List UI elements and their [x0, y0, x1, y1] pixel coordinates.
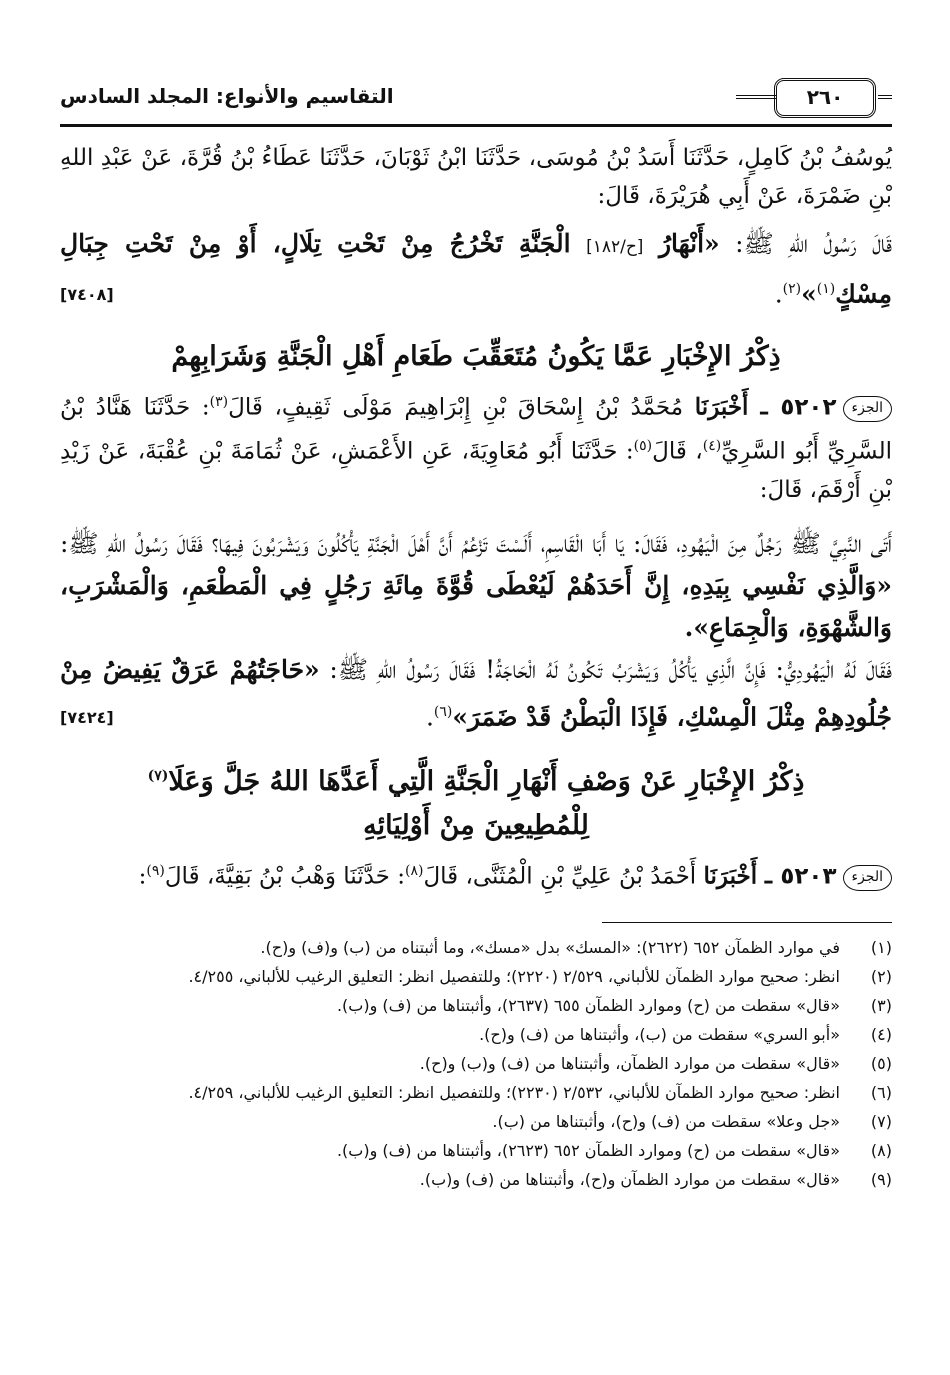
manuscript-ref: [ح/١٨٢] [586, 237, 644, 257]
footnote-marker: (٩) [146, 862, 165, 879]
footnote: (٣) «قال» سقطت من (ح) وموارد الظمآن ٦٥٥ (٢٦٣٧)، وأثبتناها من (ف) و(ب). [336, 995, 892, 1015]
hadith-5202-isnad: الجزء٥٢٠٢ ـ أَخْبَرَنَا مُحَمَّدُ بْنُ إِسْحَاقَ بْنِ إِبْرَاهِيمَ مَوْلَى ثَقِيفٍ، قَالَ$^{(٣)}$: حَدَّثَنَا هَنَّادُ بْنُ السَّرِيِّ أَبُو السَّرِيِّ$^{(٤)}$، قَالَ$^{(٥)}$: حَدَّثَنَا أَبُو مُعَاوِيَةَ، عَنِ الأَعْمَشِ، عَنْ ثُمَامَةَ بْنِ عُقْبَةَ، عَنْ زَيْدِ بْنِ أَرْقَمَ، قَالَ: [60, 393, 893, 503]
hadith-number-label: ٥٢٠٣ ـ [764, 863, 837, 890]
hadith-5202-text-cont: فَقَالَ لَهُ الْيَهُودِيُّ: فَإِنَّ الَّذِي يَأْكُلُ وَيَشْرَبُ تَكُونُ لَهُ الْحَاجَةُ! فَقَالَ رَسُولُ اللهِ ﷺ: «حَاجَتُهُمْ عَرَقٌ يَفِيضُ مِنْ جُلُودِهِمْ مِثْلَ الْمِسْكِ، فَإِذَا الْبَطْنُ قَدْ ضَمَرَ»$^{(٦)}$. [٧٤٢٤] [60, 649, 892, 738]
footnote-marker: (٨) [404, 862, 424, 879]
footnote-marker: (٢) [782, 281, 802, 297]
page-header [60, 70, 892, 116]
footnote: (٧) «جل وعلا» سقطت من (ف) و(ح)، وأثبتناها من (ب). [492, 1111, 892, 1131]
running-title: التقاسيم والأنواع: المجلد السادس [60, 84, 394, 108]
hadith-5203-isnad: الجزء٥٢٠٣ ـ أَخْبَرَنَا أَحْمَدُ بْنُ عَلِيِّ بْنِ الْمُثَنَّى، قَالَ$^{(٨)}$: حَدَّثَنَا وَهْبُ بْنُ بَقِيَّةَ، قَالَ$^{(٩)}$: [60, 852, 892, 896]
header-rule [60, 124, 892, 127]
hadith-number: [٧٤٠٨] [60, 285, 114, 304]
footnote: (٢) انظر: صحيح موارد الظمآن للألباني، ٢/٥٢٩ (٢٢٢٠)؛ وللتفصيل انظر: التعليق الرغيب للألباني، ٤/٢٥٥. [188, 966, 892, 986]
footnote-marker: (١) [816, 281, 836, 297]
footnote-marker: (٥) [633, 437, 653, 454]
hadith-5202-text: أَتَى النَّبِيَّ ﷺ رَجُلٌ مِنَ الْيَهُودِ، فَقَالَ: يَا أَبَا الْقَاسِمِ، أَلَسْتَ تَزْعُمُ أَنَّ أَهْلَ الْجَنَّةِ يَأْكُلُونَ وَيَشْرَبُونَ فِيهَا؟ فَقَالَ رَسُولُ اللهِ ﷺ: «وَالَّذِي نَفْسِي بِيَدِهِ، إِنَّ أَحَدَهُمْ لَيُعْطَى قُوَّةَ مِائَةِ رَجُلٍ فِي الْمَطْعَمِ، وَالْمَشْرَبِ، وَالشَّهْوَةِ، وَالْجِمَاعِ». [60, 528, 892, 642]
section-heading-2: ذِكْرُ الإِخْبَارِ عَنْ وَصْفِ أَنْهَارِ الْجَنَّةِ الَّتِي أَعَدَّهَا اللهُ جَلَّ وَعَلَا$^{(٧)}$ لِلْمُطِيعِينَ مِنْ أَوْلِيَائِهِ [147, 765, 805, 841]
hadith-number-label: ٥٢٠٢ ـ [760, 394, 837, 421]
header-ornament-right [878, 95, 892, 99]
section-heading: ذِكْرُ الإِخْبَارِ عَمَّا يَكُونُ مُتَعَقِّبَ طَعَامِ أَهْلِ الْجَنَّةِ وَشَرَابِهِمْ [171, 341, 781, 373]
footnote-separator [602, 922, 892, 923]
footnote: (١) في موارد الظمآن ٦٥٢ (٢٦٢٢): «المسك» بدل «مسك»، وما أثبتناه من (ب) و(ف) و(ح). [260, 937, 892, 957]
isnad-continuation: يُوسُفُ بْنُ كَامِلٍ، حَدَّثَنَا أَسَدُ بْنُ مُوسَى، حَدَّثَنَا ابْنُ ثَوْبَانَ، حَدَّثَنَا عَطَاءُ بْنُ قُرَّةَ، عَنْ عَبْدِ اللهِ بْنِ ضَمْرَةَ، عَنْ أَبِي هُرَيْرَةَ، قَالَ: [60, 145, 892, 209]
page-number: ٢٦٠ [774, 78, 876, 118]
seal-ornament: الجزء [843, 865, 893, 891]
seal-ornament: الجزء [843, 396, 893, 422]
hadith-number: [٧٤٢٤] [60, 707, 114, 727]
footnote-marker: (٧) [147, 767, 169, 784]
footnote: (٦) انظر: صحيح موارد الظمآن للألباني، ٢/٥٣٢ (٢٢٣٠)؛ وللتفصيل انظر: التعليق الرغيب للألباني، ٤/٢٥٩. [188, 1082, 892, 1102]
book-page [60, 70, 892, 1194]
header-ornament-left [736, 95, 776, 99]
footnote-marker: (٦) [433, 703, 453, 720]
footnote-marker: (٣) [209, 394, 229, 411]
hadith-text-7408: قَالَ رَسُولُ اللهِ ﷺ: «أَنْهَارُ [ح/١٨٢] الْجَنَّةِ تَخْرُجُ مِنْ تَحْتِ تِلَالٍ، أَوْ مِنْ تَحْتِ جِبَالِ مِسْكٍ$^{(١)}$»$^{(٢)}$. [٧٤٠٨] [60, 223, 892, 315]
footnote: (٨) «قال» سقطت من (ح) وموارد الظمآن ٦٥٢ (٢٦٢٣)، وأثبتناها من (ف) و(ب). [336, 1140, 892, 1160]
footnote-marker: (٤) [702, 437, 722, 454]
footnotes [60, 933, 892, 1194]
footnote: (٤) «أبو السري» سقطت من (ب)، وأثبتناها من (ف) و(ح). [479, 1024, 892, 1044]
footnote: (٩) «قال» سقطت من موارد الظمآن و(ح)، وأثبتناها من (ف) و(ب). [419, 1169, 892, 1189]
footnote: (٥) «قال» سقطت من موارد الظمآن، وأثبتناها من (ف) و(ب) و(ح). [419, 1053, 892, 1073]
